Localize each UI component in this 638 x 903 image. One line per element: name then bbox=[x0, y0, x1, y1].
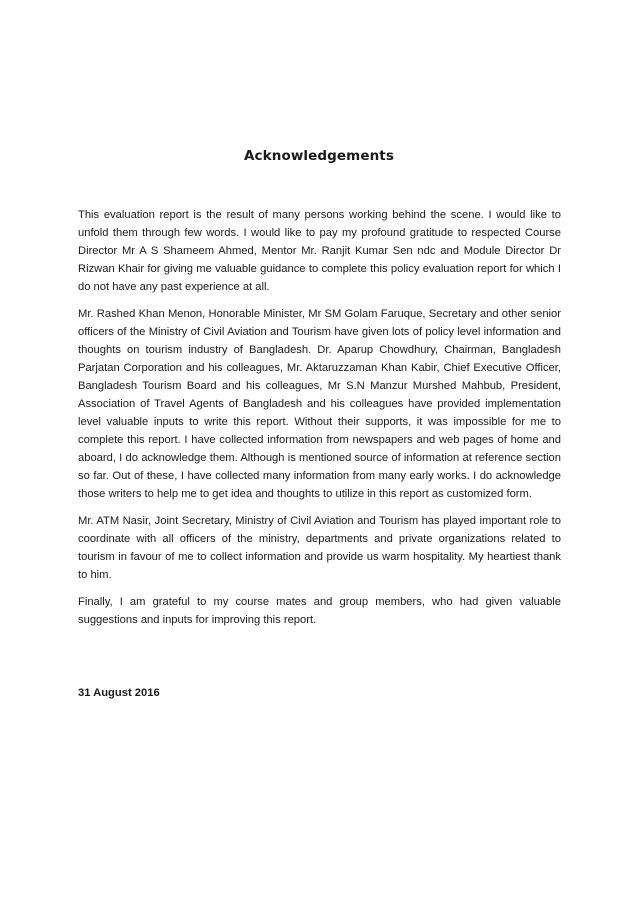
acknowledgement-body bbox=[78, 206, 561, 638]
document-date: 31 August 2016 bbox=[78, 687, 160, 699]
paragraph-3: Mr. ATM Nasir, Joint Secretary, Ministry of Civil Aviation and Tourism has played important role to coordinate with all officers of the ministry, departments and private organizations related to tourism in favour of me to collect information and provide us warm hospitality. My heartiest thank to him. bbox=[78, 515, 561, 581]
paragraph-1: This evaluation report is the result of many persons working behind the scene. I would like to unfold them through few words. I would like to pay my profound gratitude to respected Course Director Mr A S Shameem Ahmed, Mentor Mr. Ranjit Kumar Sen ndc and Module Director Dr Rizwan Khair for giving me valuable guidance to complete this policy evaluation report for which I do not have any past experience at all. bbox=[78, 209, 561, 293]
paragraph-2: Mr. Rashed Khan Menon, Honorable Minister, Mr SM Golam Faruque, Secretary and other senior officers of the Ministry of Civil Aviation and Tourism have given lots of policy level information and thoughts on tourism industry of Bangladesh. Dr. Aparup Chowdhury, Chairman, Bangladesh Parjatan Corporation and his colleagues, Mr. Aktaruzzaman Khan Kabir, Chief Executive Officer, Bangladesh Tourism Board and his colleagues, Mr S.N Manzur Murshed Mahbub, President, Association of Travel Agents of Bangladesh and his colleagues have provided implementation level valuable inputs to write this report. Without their supports, it was impossible for me to complete this report. I have collected information from newspapers and web pages of home and aboard, I do acknowledge them. Although is mentioned source of information at reference section so far. Out of these, I have collected many information from many early works. I do acknowledge those writers to help me to get idea and thoughts to utilize in this report as customized form. bbox=[78, 308, 561, 500]
paragraph-4: Finally, I am grateful to my course mates and group members, who had given valuable suggestions and inputs for improving this report. bbox=[78, 596, 561, 626]
page-title: Acknowledgements bbox=[244, 148, 394, 164]
